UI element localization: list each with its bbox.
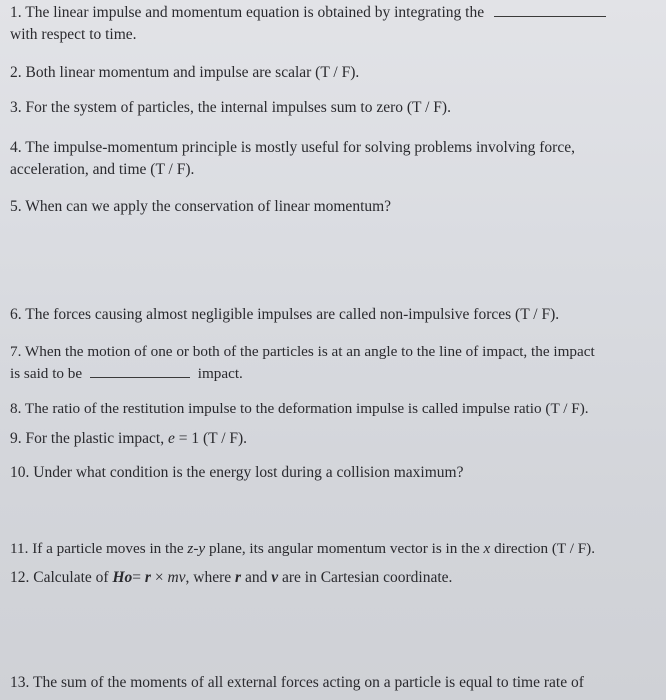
question-11-text-mid: plane, its angular momentum vector is in the xyxy=(208,540,480,557)
question-9 xyxy=(10,428,247,450)
question-11-text-end: direction (T / F). xyxy=(494,540,596,557)
axis-label: x xyxy=(483,540,491,557)
question-6-text: 6. The forces causing almost negligible impulses are called non-impulsive forces (T / F). xyxy=(10,306,560,323)
question-5 xyxy=(10,196,391,218)
question-12-text: 12. Calculate of xyxy=(10,569,109,586)
question-11 xyxy=(10,538,595,560)
question-13 xyxy=(10,672,584,694)
answer-blank[interactable] xyxy=(494,15,606,17)
equals-sign: = xyxy=(132,569,142,586)
question-7-text-cont: is said to be xyxy=(10,365,83,382)
plane-label: z-y xyxy=(187,540,206,557)
question-6 xyxy=(10,304,559,326)
question-8 xyxy=(10,398,589,420)
question-1-text: 1. The linear impulse and momentum equation is obtained by integrating the xyxy=(10,4,485,21)
question-3 xyxy=(10,97,451,119)
question-9-text-end: = 1 (T / F). xyxy=(178,430,248,447)
question-12-text-mid: , where xyxy=(185,569,232,586)
question-8-text: 8. The ratio of the restitution impulse to the deformation impulse is called impulse ratio (T / F). xyxy=(10,400,589,417)
and-word: and xyxy=(244,569,268,586)
v-symbol: v xyxy=(271,569,279,586)
question-10-text: 10. Under what condition is the energy lost during a collision maximum? xyxy=(10,464,464,481)
cross-symbol: × xyxy=(154,569,164,586)
r-symbol: r xyxy=(144,569,151,586)
question-11-text: 11. If a particle moves in the xyxy=(10,540,184,557)
r-symbol-2: r xyxy=(235,569,242,586)
question-7-text: 7. When the motion of one or both of the particles is at an angle to the line of impact, the impact xyxy=(10,343,595,360)
question-4 xyxy=(10,137,575,181)
question-2 xyxy=(10,62,359,84)
question-4-text: 4. The impulse-momentum principle is mostly useful for solving problems involving force, xyxy=(10,139,575,156)
question-5-text: 5. When can we apply the conservation of linear momentum? xyxy=(10,198,392,215)
question-12-text-end: are in Cartesian coordinate. xyxy=(281,569,453,586)
question-7-text-end: impact. xyxy=(197,365,243,382)
ho-symbol: Ho xyxy=(112,569,133,586)
question-2-text: 2. Both linear momentum and impulse are scalar (T / F). xyxy=(10,64,360,81)
question-4-text-cont: acceleration, and time (T / F). xyxy=(10,161,195,178)
mv-symbol: mv xyxy=(167,569,186,586)
variable-e: e xyxy=(167,430,175,447)
question-3-text: 3. For the system of particles, the internal impulses sum to zero (T / F). xyxy=(10,99,451,116)
question-1 xyxy=(10,2,606,46)
question-13-text: 13. The sum of the moments of all external forces acting on a particle is equal to time rate of xyxy=(10,674,584,691)
question-1-text-cont: with respect to time. xyxy=(10,26,137,43)
question-10 xyxy=(10,462,463,484)
question-7 xyxy=(10,341,595,385)
question-9-text: 9. For the plastic impact, xyxy=(10,430,165,447)
answer-blank[interactable] xyxy=(90,376,190,378)
question-12 xyxy=(10,567,452,589)
